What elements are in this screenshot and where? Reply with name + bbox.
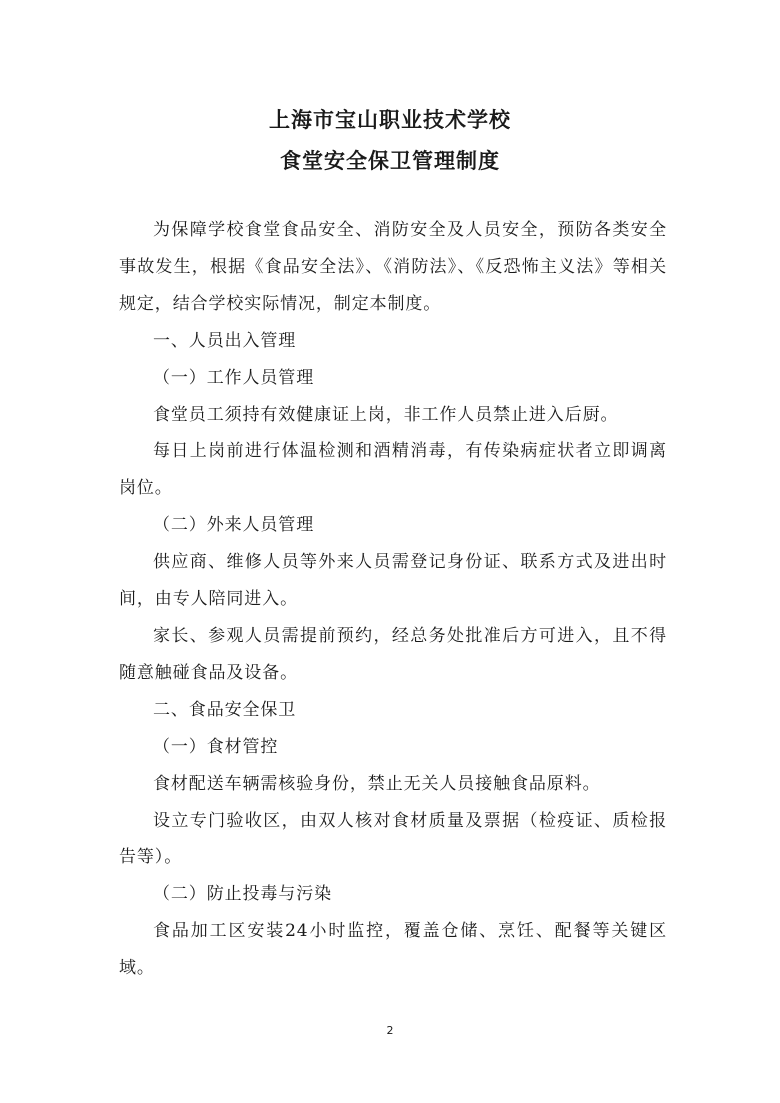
- section-heading: 二、食品安全保卫: [153, 699, 297, 720]
- document-title-school: 上海市宝山职业技术学校: [269, 108, 511, 132]
- section-heading: 一、人员出入管理: [153, 330, 297, 351]
- body-paragraph: 食堂员工须持有效健康证上岗，非工作人员禁止进入后厨。: [153, 404, 619, 425]
- body-paragraph: 家长、参观人员需提前预约，经总务处批准后方可进入，且不得随意触碰食品及设备。: [119, 625, 667, 683]
- subsection-heading: （二）外来人员管理: [153, 515, 315, 536]
- document-body: [119, 212, 667, 987]
- document-title-regulation: 食堂安全保卫管理制度: [280, 149, 500, 173]
- subsection-heading: （一）工作人员管理: [153, 367, 315, 388]
- body-paragraph: 供应商、维修人员等外来人员需登记身份证、联系方式及进出时间，由专人陪同进入。: [119, 552, 667, 610]
- page-number: 2: [386, 1024, 394, 1037]
- body-paragraph: 设立专门验收区，由双人核对食材质量及票据（检疫证、质检报告等）。: [119, 810, 667, 868]
- intro-paragraph: 为保障学校食堂食品安全、消防安全及人员安全，预防各类安全事故发生，根据《食品安全法》、《消防法》、《反恐怖主义法》等相关规定，结合学校实际情况，制定本制度。: [119, 220, 667, 314]
- subsection-heading: （二）防止投毒与污染: [153, 884, 332, 905]
- body-paragraph: 食材配送车辆需核验身份，禁止无关人员接触食品原料。: [153, 773, 601, 794]
- subsection-heading: （一）食材管控: [153, 736, 279, 757]
- body-paragraph: 每日上岗前进行体温检测和酒精消毒，有传染病症状者立即调离岗位。: [119, 441, 667, 499]
- body-paragraph: 食品加工区安装24小时监控，覆盖仓储、烹饪、配餐等关键区域。: [119, 921, 667, 979]
